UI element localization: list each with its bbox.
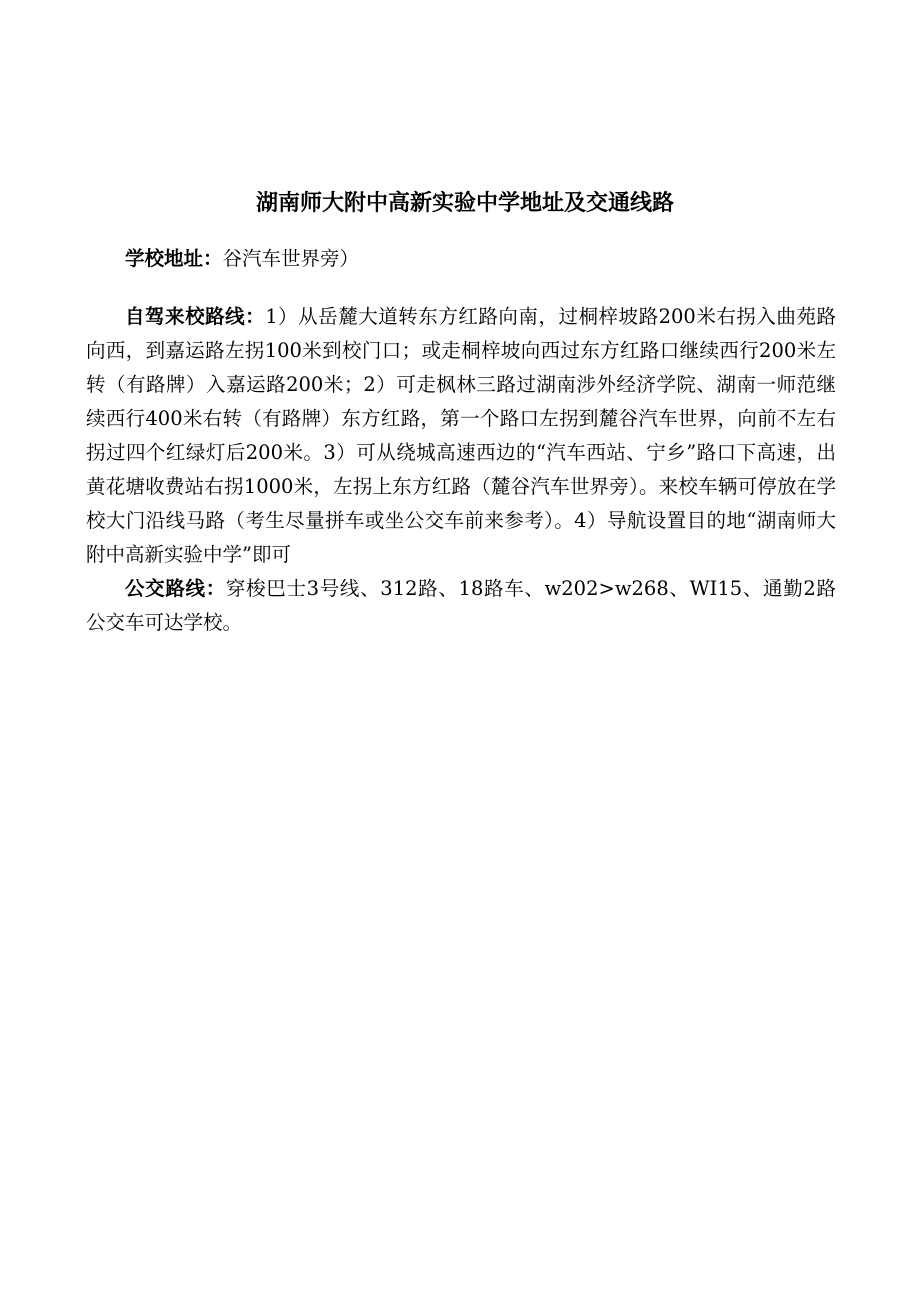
bus-route-label: 公交路线： bbox=[125, 577, 226, 600]
driving-route-text: 1）从岳麓大道转东方红路向南，过桐梓坡路200米右拐入曲苑路向西，到嘉运路左拐100米到校门口；或走桐梓坡向西过东方红路口继续西行200米左转（有路牌）入嘉运路200米；2）可走枫林三路过湖南涉外经济学院、湖南一师范继续西行400米右转（有路牌）东方红路，第一个路口左拐到麓谷汽车世界，向前不左右拐过四个红绿灯后200米。3）可从绕城高速西边的“汽车西站、宁乡”路口下高速，出黄花塘收费站右拐1000米，左拐上东方红路（麓谷汽车世界旁）。来校车辆可停放在学校大门沿线马路（考生尽量拼车或坐公交车前来参考）。4）导航设置目的地“湖南师大附中高新实验中学”即可 bbox=[86, 305, 836, 566]
document-title: 湖南师大附中高新实验中学地址及交通线路 bbox=[255, 191, 674, 216]
bus-route-paragraph bbox=[86, 572, 836, 640]
driving-route-paragraph bbox=[86, 300, 836, 572]
bus-route-text: 穿梭巴士3号线、312路、18路车、w202>w268、WI15、通勤2路公交车可达学校。 bbox=[86, 577, 836, 634]
address-label: 学校地址： bbox=[125, 247, 223, 270]
paragraph-spacer bbox=[86, 276, 836, 300]
address-paragraph bbox=[86, 242, 836, 276]
document-body bbox=[86, 186, 836, 640]
address-text: 谷汽车世界旁） bbox=[222, 247, 360, 270]
driving-route-label: 自驾来校路线： bbox=[125, 305, 266, 328]
